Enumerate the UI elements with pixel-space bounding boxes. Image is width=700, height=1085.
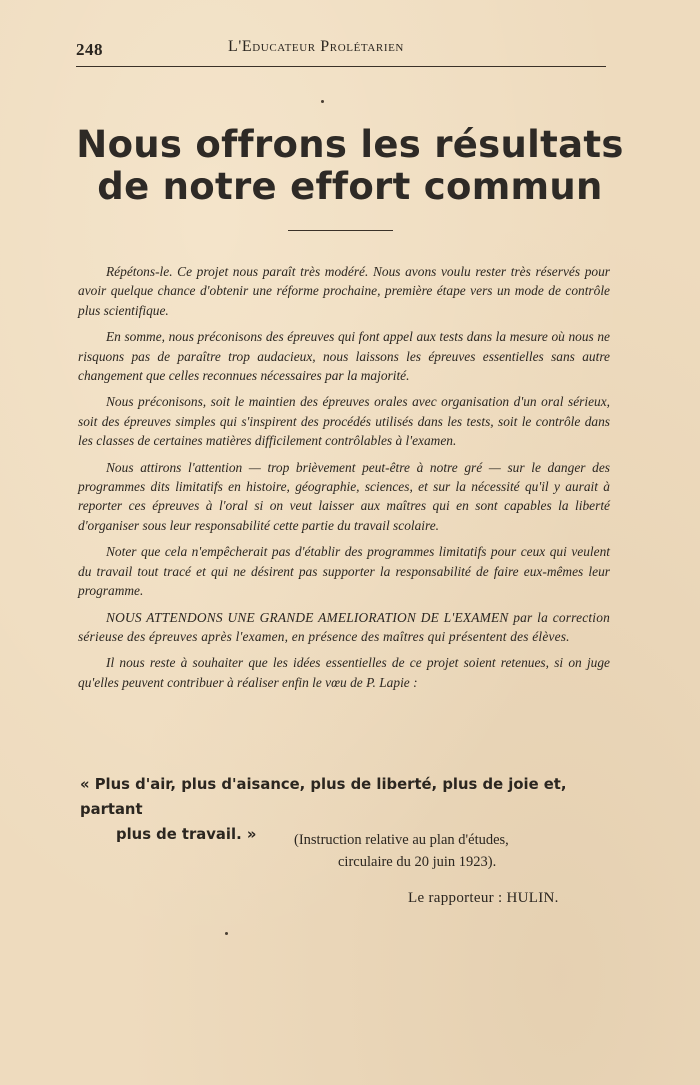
paragraph-4: Nous attirons l'attention — trop brièvement peut-être à notre gré — sur le danger des programmes dits limitatifs en histoire, géographie, sciences, et sur la nécessité qu'il y aurait à reporter ces épreuves à l'oral si on veut laisser aux maîtres qui en sont capables la liberté d'organiser sous leur responsabilité cette partie du travail scolaire.	[78, 459, 610, 533]
paragraph-6: NOUS ATTENDONS UNE GRANDE AMELIORATION DE L'EXAMEN par la correction sérieuse des épreuves après l'examen, en présence des maîtres qui présentent des élèves.	[78, 609, 610, 644]
paragraph-5: Noter que cela n'empêcherait pas d'établir des programmes limitatifs pour ceux qui veulent du travail tout tracé et qui ne désirent pas supporter la responsabilité de faire eux-mêmes leur programme.	[78, 544, 610, 599]
paragraph-3: Nous préconisons, soit le maintien des épreuves orales avec organisation d'un oral sérieux, soit des épreuves simples qui s'inspirent des procédés utilisés dans les tests, soit le contrôle dans les classes de certaines matières difficilement contrôlables à l'examen.	[78, 394, 610, 449]
title-line-1: Nous offrons les résultats	[76, 123, 624, 166]
source-line-2: circulaire du 20 juin 1923).	[338, 854, 497, 870]
article-title	[40, 124, 660, 208]
quote-source	[294, 829, 594, 873]
paragraph-7: Il nous reste à souhaiter que les idées essentielles de ce projet soient retenues, si on juge qu'elles peuvent contribuer à réaliser enfin le vœu de P. Lapie :	[78, 655, 610, 690]
title-divider	[288, 230, 393, 231]
quote-line-1: « Plus d'air, plus d'aisance, plus de liberté, plus de joie et, partant	[80, 776, 567, 818]
quote-line-2: plus de travail. »	[116, 826, 257, 843]
source-line-1: (Instruction relative au plan d'études,	[294, 832, 509, 848]
signature: Le rapporteur : HULIN.	[408, 890, 559, 906]
paragraph-2: En somme, nous préconisons des épreuves qui font appel aux tests dans la mesure où nous ne risquons pas de paraître trop audacieux, nous laissons les épreuves essentielles sans autre changement que celles reconnues nécessaires par la majorité.	[78, 329, 610, 384]
article-body	[78, 262, 610, 699]
paragraph-1: Répétons-le. Ce projet nous paraît très modéré. Nous avons voulu rester très réservés pour avoir quelque chance d'obtenir une réforme prochaine, première étape vers un mode de contrôle plus scientifique.	[78, 264, 610, 318]
page-number: 248	[76, 40, 103, 59]
page-header	[76, 36, 606, 67]
ink-speck	[321, 100, 324, 103]
ink-speck	[225, 932, 228, 935]
journal-title: L'Educateur Prolétarien	[228, 38, 404, 55]
title-line-2: de notre effort commun	[97, 165, 603, 208]
